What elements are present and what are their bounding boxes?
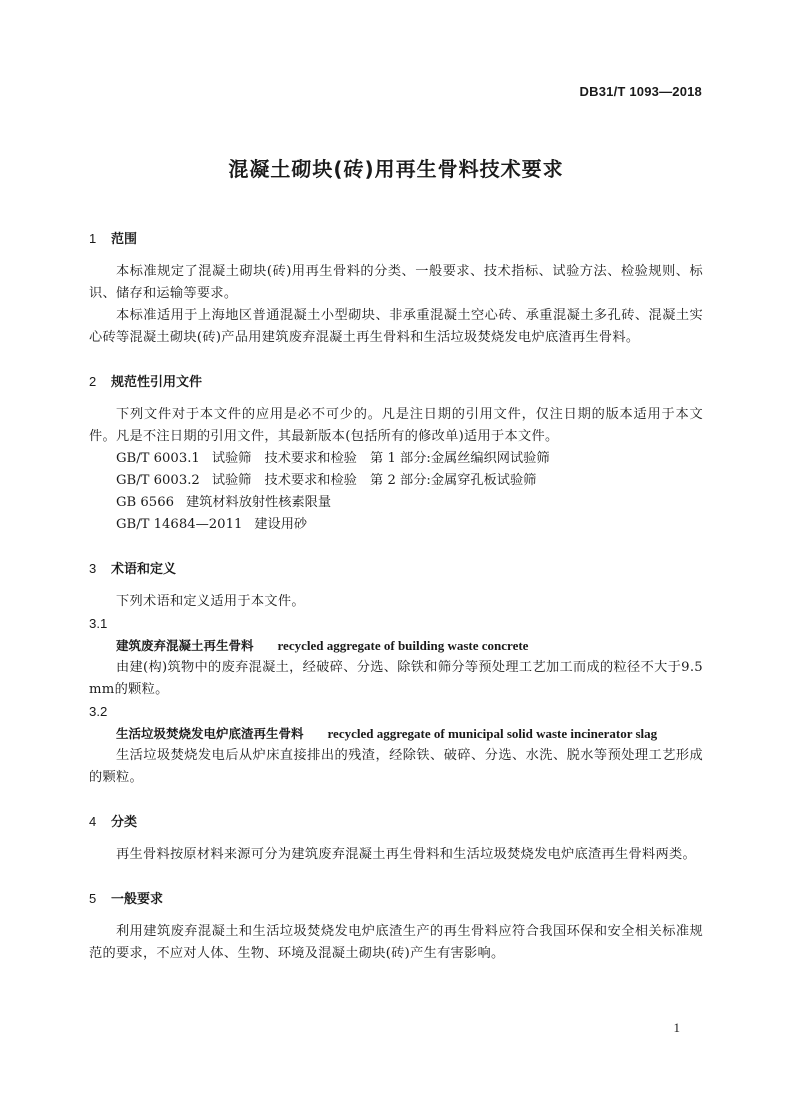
document-title: 混凝土砌块(砖)用再生骨料技术要求 xyxy=(228,157,564,181)
document-body xyxy=(89,228,703,965)
paragraph: 本标准适用于上海地区普通混凝土小型砌块、非承重混凝土空心砖、承重混凝土多孔砖、混凝土实心砖等混凝土砌块(砖)产品用建筑废弃混凝土再生骨料和生活垃圾焚烧发电炉底渣再生骨料。 xyxy=(89,308,703,345)
section-title: 术语和定义 xyxy=(111,562,177,577)
paragraph: 再生骨料按原材料来源可分为建筑废弃混凝土再生骨料和生活垃圾焚烧发电炉底渣再生骨料两类。 xyxy=(116,847,696,862)
section-heading-3 xyxy=(89,558,703,580)
reference-item xyxy=(89,514,703,536)
section-number: 1 xyxy=(89,231,97,246)
section-number: 3 xyxy=(89,561,97,576)
page-number: 1 xyxy=(673,1020,680,1035)
term-heading xyxy=(89,723,703,745)
term-number: 3.2 xyxy=(89,704,108,719)
reference-code: GB/T 6003.2 xyxy=(116,473,200,488)
term-name-zh: 建筑废弃混凝土再生骨料 xyxy=(116,638,254,653)
section-title: 分类 xyxy=(111,815,138,830)
reference-title: 试验筛 技术要求和检验 第 1 部分:金属丝编织网试验筛 xyxy=(211,451,550,466)
section-title: 范围 xyxy=(111,232,138,247)
reference-title: 试验筛 技术要求和检验 第 2 部分:金属穿孔板试验筛 xyxy=(211,473,537,488)
reference-title: 建筑材料放射性核素限量 xyxy=(185,495,332,510)
section-title: 一般要求 xyxy=(111,892,164,907)
term-name-en: recycled aggregate of building waste concrete xyxy=(277,638,529,653)
paragraph: 下列文件对于本文件的应用是必不可少的。凡是注日期的引用文件，仅注日期的版本适用于本文件。凡是不注日期的引用文件，其最新版本(包括所有的修改单)适用于本文件。 xyxy=(89,407,703,444)
section-number: 2 xyxy=(89,374,97,389)
section-heading-2 xyxy=(89,371,703,393)
reference-item xyxy=(89,492,703,514)
paragraph: 本标准规定了混凝土砌块(砖)用再生骨料的分类、一般要求、技术指标、试验方法、检验规则、标识、储存和运输等要求。 xyxy=(89,264,703,301)
paragraph: 下列术语和定义适用于本文件。 xyxy=(116,594,305,609)
term-heading xyxy=(89,635,703,657)
section-heading-5 xyxy=(89,888,703,910)
paragraph: 利用建筑废弃混凝土和生活垃圾焚烧发电炉底渣生产的再生骨料应符合我国环保和安全相关标准规范的要求，不应对人体、生物、环境及混凝土砌块(砖)产生有害影响。 xyxy=(89,924,703,961)
reference-code: GB/T 14684—2011 xyxy=(116,517,243,532)
term-name-en: recycled aggregate of municipal solid waste incinerator slag xyxy=(327,726,658,741)
section-heading-4 xyxy=(89,811,703,833)
reference-code: GB/T 6003.1 xyxy=(116,451,200,466)
section-number: 5 xyxy=(89,891,97,906)
reference-item xyxy=(89,448,703,470)
section-heading-1 xyxy=(89,228,703,250)
term-definition: 生活垃圾焚烧发电后从炉床直接排出的残渣，经除铁、破碎、分选、水洗、脱水等预处理工艺形成的颗粒。 xyxy=(89,748,703,785)
standard-code: DB31/T 1093—2018 xyxy=(579,84,702,99)
reference-item xyxy=(89,470,703,492)
section-title: 规范性引用文件 xyxy=(111,375,203,390)
term-definition: 由建(构)筑物中的废弃混凝土，经破碎、分选、除铁和筛分等预处理工艺加工而成的粒径不大于9.5 mm的颗粒。 xyxy=(89,660,703,697)
reference-code: GB 6566 xyxy=(116,495,174,510)
term-number: 3.1 xyxy=(89,616,108,631)
section-number: 4 xyxy=(89,814,97,829)
term-name-zh: 生活垃圾焚烧发电炉底渣再生骨料 xyxy=(116,726,304,741)
reference-title: 建设用砂 xyxy=(254,517,308,532)
